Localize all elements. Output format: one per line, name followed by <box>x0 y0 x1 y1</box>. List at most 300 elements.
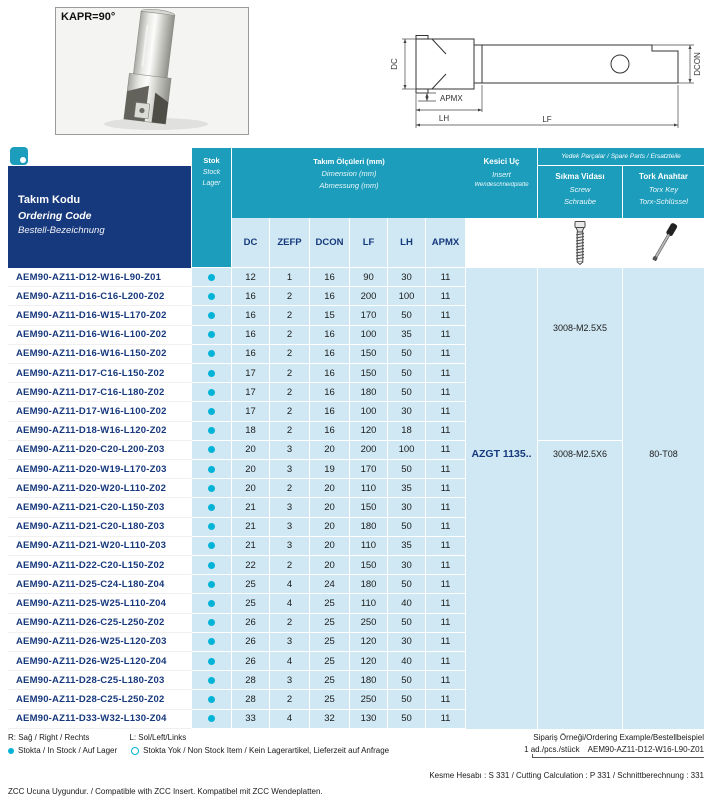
lh-cell: 50 <box>388 364 426 383</box>
insert-header-en: Insert <box>492 169 511 179</box>
lh-cell: 50 <box>388 383 426 402</box>
apmx-cell: 11 <box>426 364 466 383</box>
dimensions-header <box>232 148 466 268</box>
left-note: L: Sol/Left/Links <box>129 733 187 742</box>
stock-cell <box>192 460 232 479</box>
col-header-lf: LF <box>350 218 388 268</box>
lf-cell: 170 <box>350 306 388 325</box>
dcon-cell: 25 <box>310 614 350 633</box>
dc-cell: 16 <box>232 287 270 306</box>
stock-dot <box>208 562 215 569</box>
dcon-cell: 16 <box>310 402 350 421</box>
stock-cell <box>192 498 232 517</box>
ordering-code-cell: AEM90-AZ11-D33-W32-L130-Z04 <box>8 710 192 729</box>
screw-icon <box>570 220 590 266</box>
dc-cell: 25 <box>232 575 270 594</box>
torx-header-de: Torx-Schlüssel <box>639 196 688 206</box>
stock-dot <box>208 446 215 453</box>
dcon-cell: 25 <box>310 652 350 671</box>
stock-dot <box>208 581 215 588</box>
zefp-cell: 4 <box>270 652 310 671</box>
stock-cell <box>192 326 232 345</box>
lh-cell: 100 <box>388 287 426 306</box>
ordering-example-underline <box>532 757 704 762</box>
apmx-cell: 11 <box>426 556 466 575</box>
dcon-cell: 25 <box>310 633 350 652</box>
ordering-code-header-box <box>8 166 191 268</box>
lh-cell: 50 <box>388 575 426 594</box>
dcon-cell: 20 <box>310 537 350 556</box>
stock-dot <box>208 331 215 338</box>
lh-cell: 30 <box>388 498 426 517</box>
dcon-cell: 20 <box>310 498 350 517</box>
dc-cell: 20 <box>232 441 270 460</box>
ordering-code-cell: AEM90-AZ11-D16-C16-L200-Z02 <box>8 287 192 306</box>
spare-parts-section <box>538 148 704 729</box>
stock-cell <box>192 710 232 729</box>
apmx-cell: 11 <box>426 690 466 709</box>
lf-cell: 150 <box>350 556 388 575</box>
ordering-code-cell: AEM90-AZ11-D20-C20-L200-Z03 <box>8 441 192 460</box>
dimensions-title-tr: Takım Ölçüleri (mm) <box>313 157 385 166</box>
lf-cell: 180 <box>350 383 388 402</box>
stock-cell <box>192 537 232 556</box>
zefp-cell: 2 <box>270 614 310 633</box>
stock-dot <box>208 542 215 549</box>
dimensions-title <box>232 148 466 218</box>
zefp-cell: 2 <box>270 306 310 325</box>
lf-cell: 180 <box>350 518 388 537</box>
lf-cell: 120 <box>350 633 388 652</box>
lf-cell: 200 <box>350 441 388 460</box>
apmx-cell: 11 <box>426 671 466 690</box>
stock-dot <box>208 293 215 300</box>
zefp-cell: 2 <box>270 402 310 421</box>
ordering-code-cell: AEM90-AZ11-D22-C20-L150-Z02 <box>8 556 192 575</box>
dc-cell: 17 <box>232 364 270 383</box>
ordering-example-code: AEM90-AZ11-D12-W16-L90-Z01 <box>587 745 704 754</box>
stock-dot <box>208 389 215 396</box>
zefp-cell: 2 <box>270 326 310 345</box>
lf-cell: 150 <box>350 345 388 364</box>
dcon-cell: 20 <box>310 441 350 460</box>
zefp-cell: 2 <box>270 422 310 441</box>
table-header <box>8 148 466 268</box>
ordering-code-cell: AEM90-AZ11-D21-W20-L110-Z03 <box>8 537 192 556</box>
dc-cell: 26 <box>232 614 270 633</box>
apmx-cell: 11 <box>426 479 466 498</box>
dc-cell: 20 <box>232 479 270 498</box>
dcon-cell: 16 <box>310 268 350 287</box>
ordering-code-cell: AEM90-AZ11-D20-W20-L110-Z02 <box>8 479 192 498</box>
stock-dot <box>208 504 215 511</box>
zcc-compatibility-note: ZCC Ucuna Uygundur. / Compatible with ZCC Insert. Kompatibel mit ZCC Wendeplatten. <box>8 787 323 796</box>
table-row <box>8 575 466 594</box>
lh-cell: 50 <box>388 518 426 537</box>
table-row <box>8 326 466 345</box>
ordering-code-cell: AEM90-AZ11-D20-W19-L170-Z03 <box>8 460 192 479</box>
dc-cell: 20 <box>232 460 270 479</box>
ordering-code-cell: AEM90-AZ11-D12-W16-L90-Z01 <box>8 268 192 287</box>
dc-label: DC <box>390 58 399 70</box>
table-row <box>8 441 466 460</box>
ordering-code-cell: AEM90-AZ11-D17-C16-L150-Z02 <box>8 364 192 383</box>
right-left-note <box>8 733 186 742</box>
dc-cell: 25 <box>232 594 270 613</box>
ordering-code-cell: AEM90-AZ11-D21-C20-L180-Z03 <box>8 518 192 537</box>
stock-dot <box>208 466 215 473</box>
screw-header-tr: Sıkma Vidası <box>555 172 605 181</box>
dcon-cell: 15 <box>310 306 350 325</box>
zefp-cell: 3 <box>270 537 310 556</box>
torx-key-icon <box>647 220 681 266</box>
col-header-zefp: ZEFP <box>270 218 310 268</box>
dcon-cell: 25 <box>310 671 350 690</box>
apmx-cell: 11 <box>426 402 466 421</box>
apmx-cell: 11 <box>426 518 466 537</box>
lh-cell: 50 <box>388 710 426 729</box>
lh-cell: 18 <box>388 422 426 441</box>
table-row <box>8 268 466 287</box>
apmx-cell: 11 <box>426 287 466 306</box>
cutting-calculation-note: Kesme Hesabı : S 331 / Cutting Calculation : P 331 / Schnittberechnung : 331 <box>429 771 704 780</box>
apmx-cell: 11 <box>426 326 466 345</box>
ordering-code-header-en: Ordering Code <box>18 209 92 222</box>
apmx-cell: 11 <box>426 345 466 364</box>
screw-value-top: 3008-M2.5X5 <box>538 268 622 441</box>
lh-cell: 35 <box>388 479 426 498</box>
lh-cell: 30 <box>388 268 426 287</box>
stock-cell <box>192 652 232 671</box>
screw-column-header <box>538 166 622 218</box>
dimensions-title-en: Dimension (mm) <box>321 169 377 178</box>
zefp-cell: 4 <box>270 710 310 729</box>
tool-photo-box <box>55 7 249 135</box>
stock-cell <box>192 479 232 498</box>
stock-dot <box>208 600 215 607</box>
stock-cell <box>192 402 232 421</box>
ordering-code-cell: AEM90-AZ11-D28-C25-L250-Z02 <box>8 690 192 709</box>
stock-dot <box>208 427 215 434</box>
table-row <box>8 652 466 671</box>
zefp-cell: 2 <box>270 287 310 306</box>
stock-header-de: Lager <box>202 180 221 188</box>
dcon-cell: 16 <box>310 345 350 364</box>
apmx-cell: 11 <box>426 633 466 652</box>
zefp-cell: 4 <box>270 575 310 594</box>
lf-cell: 180 <box>350 575 388 594</box>
dc-cell: 26 <box>232 633 270 652</box>
apmx-cell: 11 <box>426 441 466 460</box>
main-columns <box>8 148 466 729</box>
stock-cell <box>192 556 232 575</box>
zefp-cell: 2 <box>270 690 310 709</box>
table-row <box>8 671 466 690</box>
ordering-code-cell: AEM90-AZ11-D18-W16-L120-Z02 <box>8 422 192 441</box>
dcon-cell: 20 <box>310 556 350 575</box>
stock-header-en: Stock <box>202 169 221 176</box>
lh-cell: 50 <box>388 460 426 479</box>
in-stock-dot-icon <box>8 748 14 754</box>
stock-cell <box>192 383 232 402</box>
stock-cell <box>192 518 232 537</box>
lf-cell: 150 <box>350 364 388 383</box>
table-row <box>8 402 466 421</box>
table-row <box>8 345 466 364</box>
stock-cell <box>192 671 232 690</box>
col-header-dc: DC <box>232 218 270 268</box>
table-row <box>8 479 466 498</box>
lh-cell: 100 <box>388 441 426 460</box>
dcon-cell: 32 <box>310 710 350 729</box>
dc-cell: 28 <box>232 690 270 709</box>
ordering-example <box>524 745 704 754</box>
lh-cell: 40 <box>388 594 426 613</box>
torx-header-tr: Tork Anahtar <box>639 172 688 181</box>
dcon-cell: 20 <box>310 479 350 498</box>
lf-cell: 250 <box>350 690 388 709</box>
right-note: R: Sağ / Right / Rechts <box>8 733 90 742</box>
apmx-cell: 11 <box>426 710 466 729</box>
dc-cell: 33 <box>232 710 270 729</box>
lf-label: LF <box>542 115 552 124</box>
dc-cell: 12 <box>232 268 270 287</box>
lf-cell: 250 <box>350 614 388 633</box>
stock-cell <box>192 364 232 383</box>
zefp-cell: 3 <box>270 671 310 690</box>
dcon-cell: 16 <box>310 422 350 441</box>
zefp-cell: 3 <box>270 633 310 652</box>
ordering-code-header <box>8 148 192 268</box>
ordering-code-cell: AEM90-AZ11-D17-W16-L100-Z02 <box>8 402 192 421</box>
lf-cell: 120 <box>350 652 388 671</box>
stock-dot <box>208 715 215 722</box>
stock-dot <box>208 274 215 281</box>
stock-dot <box>208 370 215 377</box>
lh-cell: 50 <box>388 306 426 325</box>
zefp-cell: 2 <box>270 345 310 364</box>
ordering-code-cell: AEM90-AZ11-D26-W25-L120-Z03 <box>8 633 192 652</box>
ordering-code-cell: AEM90-AZ11-D21-C20-L150-Z03 <box>8 498 192 517</box>
torx-header-en: Torx Key <box>648 184 679 194</box>
stock-cell <box>192 575 232 594</box>
dc-cell: 17 <box>232 383 270 402</box>
ordering-code-cell: AEM90-AZ11-D26-C25-L250-Z02 <box>8 614 192 633</box>
tool-outline <box>416 36 678 94</box>
apmx-cell: 11 <box>426 594 466 613</box>
table-row <box>8 364 466 383</box>
lf-cell: 100 <box>350 402 388 421</box>
zefp-cell: 2 <box>270 556 310 575</box>
screw-column <box>538 166 622 729</box>
dcon-cell: 16 <box>310 287 350 306</box>
apmx-cell: 11 <box>426 498 466 517</box>
table-row <box>8 633 466 652</box>
table-row <box>8 422 466 441</box>
dc-cell: 21 <box>232 518 270 537</box>
ordering-code-header-tr: Takım Kodu <box>18 194 81 206</box>
screw-header-en: Screw <box>569 184 591 194</box>
insert-value-cell: AZGT 1135.. <box>466 268 538 729</box>
screw-value-bottom: 3008-M2.5X6 <box>538 441 622 729</box>
dc-cell: 28 <box>232 671 270 690</box>
apmx-cell: 11 <box>426 537 466 556</box>
zefp-cell: 3 <box>270 498 310 517</box>
ordering-code-cell: AEM90-AZ11-D16-W16-L100-Z02 <box>8 326 192 345</box>
apmx-cell: 11 <box>426 575 466 594</box>
stock-cell <box>192 306 232 325</box>
table-row <box>8 306 466 325</box>
lh-cell: 50 <box>388 614 426 633</box>
dimension-columns-row <box>232 218 466 268</box>
table-body <box>8 268 466 729</box>
dcon-cell: 16 <box>310 364 350 383</box>
ordering-example-qty: 1 ad./pcs./stück <box>524 745 580 754</box>
col-header-apmx: APMX <box>426 218 466 268</box>
torx-column <box>622 166 704 729</box>
ordering-code-cell: AEM90-AZ11-D25-W25-L110-Z04 <box>8 594 192 613</box>
insert-column <box>466 148 538 729</box>
ordering-code-cell: AEM90-AZ11-D25-C24-L180-Z04 <box>8 575 192 594</box>
lh-cell: 50 <box>388 671 426 690</box>
stock-dot <box>208 408 215 415</box>
lf-cell: 100 <box>350 326 388 345</box>
dcon-cell: 20 <box>310 518 350 537</box>
lh-cell: 50 <box>388 345 426 364</box>
dimension-drawing <box>388 12 706 136</box>
table-row <box>8 537 466 556</box>
lf-cell: 90 <box>350 268 388 287</box>
stock-column-header <box>192 148 232 268</box>
in-stock-label: Stokta / In Stock / Auf Lager <box>18 746 118 755</box>
insert-header-de: Wendeschneidplatte <box>474 181 529 188</box>
lh-cell: 30 <box>388 633 426 652</box>
stock-dot <box>208 312 215 319</box>
lh-cell: 40 <box>388 652 426 671</box>
zefp-cell: 2 <box>270 383 310 402</box>
dcon-cell: 19 <box>310 460 350 479</box>
table-row <box>8 383 466 402</box>
table-row <box>8 556 466 575</box>
zefp-cell: 1 <box>270 268 310 287</box>
lh-cell: 30 <box>388 402 426 421</box>
screw-icon-cell <box>538 218 622 268</box>
lh-label: LH <box>438 114 450 123</box>
spare-parts-band: Yedek Parçalar / Spare Parts / Ersatzteile <box>538 148 704 166</box>
dimensions-title-de: Abmessung (mm) <box>319 181 379 190</box>
lf-cell: 170 <box>350 460 388 479</box>
zefp-cell: 2 <box>270 479 310 498</box>
stock-cell <box>192 422 232 441</box>
dcon-label: DCON <box>693 52 702 76</box>
dcon-cell: 25 <box>310 690 350 709</box>
dc-cell: 21 <box>232 498 270 517</box>
dcon-cell: 24 <box>310 575 350 594</box>
non-stock-label: Stokta Yok / Non Stock Item / Kein Lagerartikel, Lieferzeit auf Anfrage <box>143 746 390 755</box>
lf-cell: 200 <box>350 287 388 306</box>
stock-cell <box>192 441 232 460</box>
ordering-code-cell: AEM90-AZ11-D16-W15-L170-Z02 <box>8 306 192 325</box>
dc-cell: 18 <box>232 422 270 441</box>
lh-cell: 50 <box>388 690 426 709</box>
stock-dot <box>208 619 215 626</box>
zefp-cell: 3 <box>270 460 310 479</box>
stock-cell <box>192 614 232 633</box>
dc-cell: 17 <box>232 402 270 421</box>
table-row <box>8 518 466 537</box>
stock-cell <box>192 690 232 709</box>
apmx-cell: 11 <box>426 460 466 479</box>
apmx-cell: 11 <box>426 268 466 287</box>
ordering-code-cell: AEM90-AZ11-D16-W16-L150-Z02 <box>8 345 192 364</box>
torx-key-icon-cell <box>623 218 704 268</box>
tool-photo <box>56 8 248 132</box>
zefp-cell: 3 <box>270 441 310 460</box>
dc-cell: 21 <box>232 537 270 556</box>
stock-cell <box>192 345 232 364</box>
product-table <box>8 148 704 729</box>
stock-dot <box>208 658 215 665</box>
zefp-cell: 2 <box>270 364 310 383</box>
apmx-cell: 11 <box>426 383 466 402</box>
lf-cell: 180 <box>350 671 388 690</box>
kapr-angle-label: KAPR=90° <box>61 11 116 23</box>
table-row <box>8 710 466 729</box>
ordering-code-cell: AEM90-AZ11-D17-C16-L180-Z02 <box>8 383 192 402</box>
col-header-lh: LH <box>388 218 426 268</box>
stock-cell <box>192 268 232 287</box>
stock-legend <box>8 746 389 755</box>
stock-dot <box>208 638 215 645</box>
stock-header-tr: Stok <box>203 156 220 165</box>
table-row <box>8 287 466 306</box>
table-row <box>8 498 466 517</box>
zefp-cell: 3 <box>270 518 310 537</box>
ordering-example-label: Sipariş Örneği/Ordering Example/Bestellbeispiel <box>533 733 704 742</box>
dc-cell: 16 <box>232 306 270 325</box>
stock-dot <box>208 485 215 492</box>
lh-cell: 35 <box>388 537 426 556</box>
table-row <box>8 614 466 633</box>
lf-cell: 110 <box>350 479 388 498</box>
stock-cell <box>192 594 232 613</box>
col-header-dcon: DCON <box>310 218 350 268</box>
lf-cell: 110 <box>350 537 388 556</box>
dcon-cell: 16 <box>310 383 350 402</box>
table-row <box>8 690 466 709</box>
dcon-cell: 16 <box>310 326 350 345</box>
stock-cell <box>192 633 232 652</box>
apmx-cell: 11 <box>426 306 466 325</box>
lh-cell: 35 <box>388 326 426 345</box>
lf-cell: 120 <box>350 422 388 441</box>
lf-cell: 130 <box>350 710 388 729</box>
apmx-cell: 11 <box>426 614 466 633</box>
ordering-code-header-de: Bestell-Bezeichnung <box>18 225 105 237</box>
stock-dot <box>208 696 215 703</box>
corner-tab-decoration <box>10 147 28 165</box>
screw-header-de: Schraube <box>563 196 597 206</box>
lf-cell: 150 <box>350 498 388 517</box>
stock-dot <box>208 350 215 357</box>
apmx-cell: 11 <box>426 652 466 671</box>
torx-column-header <box>623 166 704 218</box>
apmx-cell: 11 <box>426 422 466 441</box>
apmx-label: APMX <box>440 94 463 103</box>
zefp-cell: 4 <box>270 594 310 613</box>
dc-cell: 16 <box>232 345 270 364</box>
stock-dot <box>208 523 215 530</box>
